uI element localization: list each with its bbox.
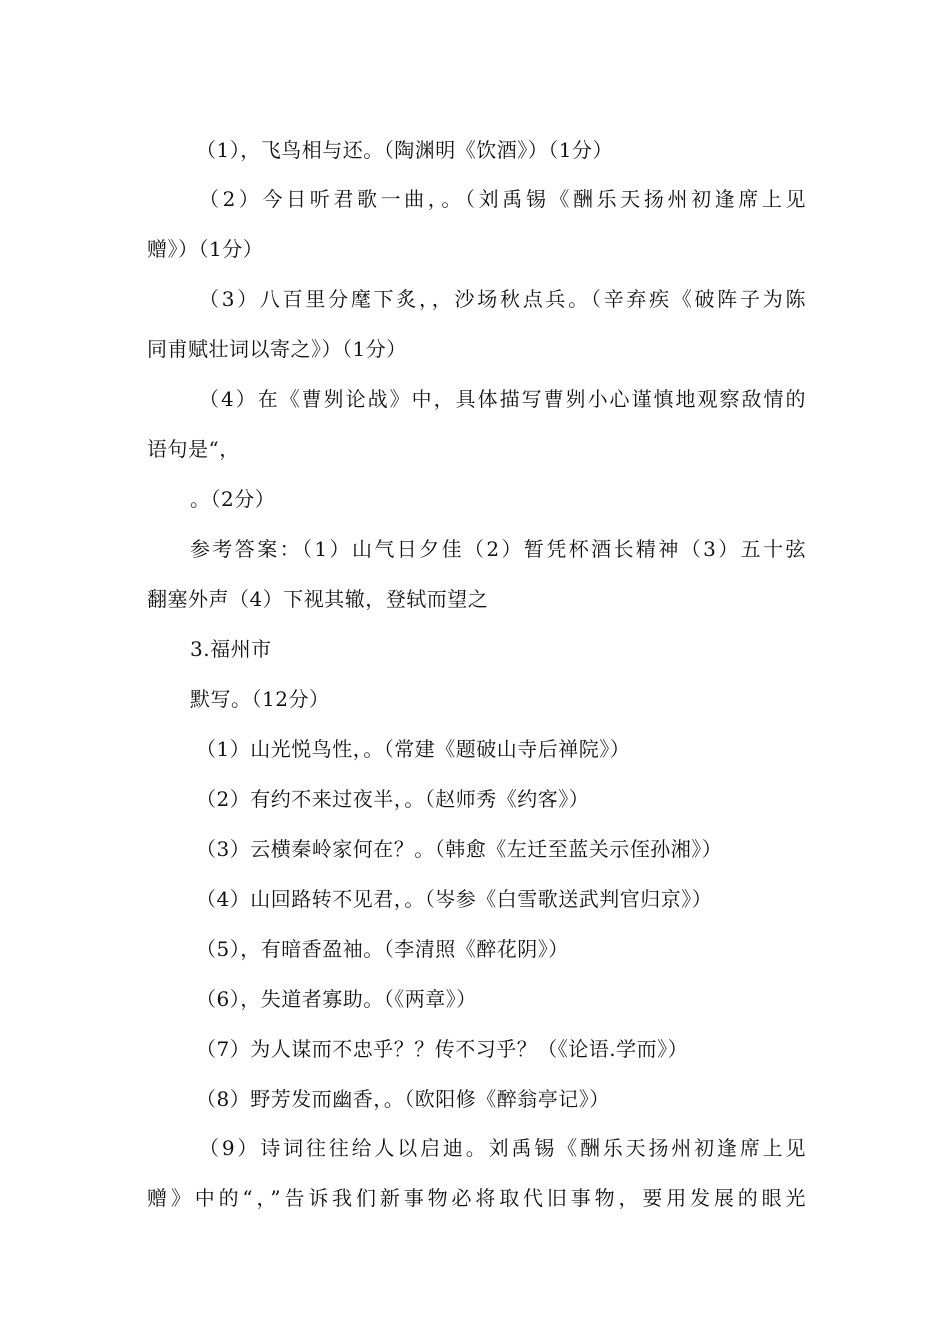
question-2-item-3-line-2: 同甫赋壮词以寄之》）（1分） bbox=[147, 337, 407, 361]
question-3-item-9-line-2: 赠》中的“，”告诉我们新事物必将取代旧事物，要用发展的眼光 bbox=[147, 1186, 806, 1210]
question-heading: 默写。（12分） bbox=[190, 687, 330, 711]
question-3-item-8: （8）野芳发而幽香，。（欧阳修《醉翁亭记》） bbox=[196, 1087, 610, 1111]
question-3-item-1: （1）山光悦鸟性，。（常建《题破山寺后禅院》） bbox=[196, 737, 631, 761]
question-2-item-2-line-1: （2）今日听君歌一曲，。（刘禹锡《酬乐天扬州初逢席上见 bbox=[199, 187, 806, 211]
question-3-item-9-line-1: （9）诗词往往给人以启迪。刘禹锡《酬乐天扬州初逢席上见 bbox=[199, 1136, 806, 1160]
question-3-item-5: （5），有暗香盈袖。（李清照《醉花阴》） bbox=[196, 937, 569, 961]
question-2-item-3-line-1: （3）八百里分麾下炙，，沙场秋点兵。（辛弃疾《破阵子为陈 bbox=[199, 287, 806, 311]
question-2-item-4-line-3: 。（2分） bbox=[190, 487, 276, 511]
question-3-item-3: （3）云横秦岭家何在？。（韩愈《左迁至蓝关示侄孙湘》） bbox=[196, 837, 723, 861]
question-3-item-4: （4）山回路转不见君，。（岑参《白雪歌送武判官归京》） bbox=[196, 887, 713, 911]
answer-key-line-2: 翻塞外声（4）下视其辙，登轼而望之 bbox=[147, 587, 489, 611]
question-2-item-4-line-1: （4）在《曹刿论战》中，具体描写曹刿小心谨慎地观察敌情的 bbox=[199, 387, 806, 411]
question-2-item-1: （1），飞鸟相与还。（陶渊明《饮酒》）（1分） bbox=[196, 138, 613, 162]
section-heading: 3.福州市 bbox=[190, 637, 272, 661]
answer-key-line-1: 参考答案：（1）山气日夕佳（2）暂凭杯酒长精神（3）五十弦 bbox=[190, 537, 806, 561]
question-2-item-2-line-2: 赠》）（1分） bbox=[147, 237, 264, 261]
question-3-item-7: （7）为人谋而不忠乎？？传不习乎？（《论语.学而》） bbox=[196, 1037, 689, 1061]
question-3-item-2: （2）有约不来过夜半，。（赵师秀《约客》） bbox=[196, 787, 590, 811]
question-2-item-4-line-2: 语句是“， bbox=[147, 437, 240, 461]
question-3-item-6: （6），失道者寡助。（《两章》） bbox=[196, 987, 477, 1011]
